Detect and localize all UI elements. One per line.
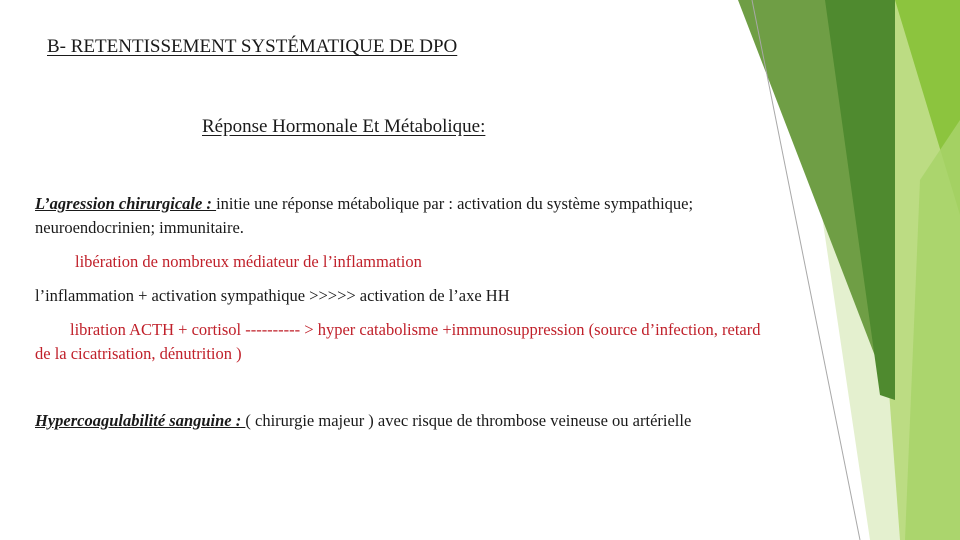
slide-title: B- RETENTISSEMENT SYSTÉMATIQUE DE DPO — [47, 36, 458, 57]
paragraph-hypercoagulability — [35, 409, 775, 433]
paragraph-lead: L’agression chirurgicale : — [35, 194, 217, 213]
paragraph-lead: Hypercoagulabilité sanguine : — [35, 411, 246, 430]
slide-subtitle: Réponse Hormonale Et Métabolique: — [202, 116, 486, 137]
paragraph-inflammation: l’inflammation + activation sympathique >>>>> activation de l’axe HH — [35, 286, 510, 305]
paragraph-text: ( chirurgie majeur ) avec risque de thrombose veineuse ou artérielle — [245, 411, 692, 430]
paragraph-text: libration ACTH + cortisol ---------- > hyper catabolisme +immunosuppression (source d’infection, retard de la cicatrisation, dénutrition ) — [35, 320, 761, 363]
paragraph-surgical-aggression — [35, 192, 775, 240]
paragraph-text: initie une réponse métabolique par : activation du système sympathique; neuroendocrinien; immunitaire. — [35, 194, 694, 237]
paragraph-acth-cortisol — [35, 318, 775, 366]
paragraph-mediators: libération de nombreux médiateur de l’inflammation — [75, 252, 422, 271]
